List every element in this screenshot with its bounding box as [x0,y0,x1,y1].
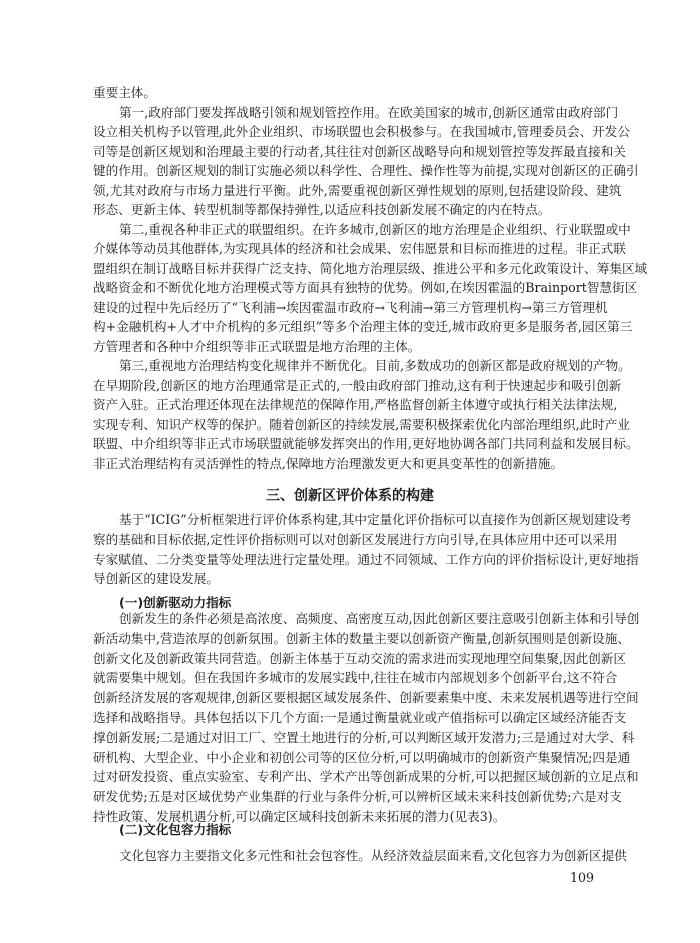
text-line: 设立相关机构予以管理,此外企业组织、市场联盟也会积极参与。在我国城市,管理委员会、开发公 [93,124,630,139]
text-line: 联盟、中介组织等非正式市场联盟就能够发挥突出的作用,更好地协调各部门共同利益和发展目标。 [93,436,639,451]
text-line: 就需要集中规划。但在我国许多城市的发展实践中,往往在城市内部规划多个创新平台,这不符合 [93,670,618,686]
text-line: 创新文化及创新政策共同营造。创新主体基于互动交流的需求进而实现地理空间集聚,因此创新区 [93,650,626,666]
text-line: 战略资金和不断优化地方治理模式等方面具有独特的优势。例如,在埃因霍温的Brainport智慧街区 [93,280,638,295]
text-line: 介媒体等动员其他群体,为实现具体的经济和社会成果、宏伟愿景和目标而推进的过程。非正式联 [93,241,626,256]
text-line: 创新发生的条件必须是高浓度、高频度、高密度互动,因此创新区要注意吸引创新主体和引导创 [119,611,640,626]
text-line: 文化包容力主要指文化多元性和社会包容性。从经济效益层面来看,文化包容力为创新区提供 [119,848,627,863]
text-line: 建设的过程中先后经历了“飞利浦→埃因霍温市政府→飞利浦→第三方管理机构→第三方管理机 [93,299,608,315]
text-line: 研机构、大型企业、中小企业和初创公司等的区位分析,可以明确城市的创新资产集聚情况;四是通 [93,749,631,765]
text-line: 方管理者和各种中介组织等非正式联盟是地方治理的主体。 [93,338,421,354]
text-line: 构+金融机构+人才中介机构的多元组织”等多个治理主体的变迁,城市政府更多是服务者,园区第三 [93,319,633,334]
text-line: 领,尤其对政府与市场力量进行平衡。此外,需要重视创新区弹性规划的原则,包括建设阶段、建筑 [93,182,622,198]
text-line: 实现专利、知识产权等的保护。随着创新区的持续发展,需要积极探索优化内部治理组织,此时产业 [93,416,630,432]
text-line: 撑创新发展;二是通过对旧工厂、空置土地进行的分析,可以判断区域开发潜力;三是通过对大学、科 [93,729,635,745]
text-line: 过对研发投资、重点实验室、专利产出、学术产出等创新成果的分析,可以把握区域创新的立足点和 [93,769,639,785]
text-line: 键的作用。创新区规划的制订实施必须以科学性、合理性、操作性等为前提,实现对创新区的正确引 [93,163,639,178]
text-line: 非正式治理结构有灵活弹性的特点,保障地方治理激发更大和更具变革性的创新措施。 [93,455,563,471]
text-line: 第一,政府部门要发挥战略引领和规划管控作用。在欧美国家的城市,创新区通常由政府部门 [119,104,619,120]
subheading-innovation-drive: (一)创新驱动力指标 [119,595,232,610]
text-line: 选择和战略指导。具体包括以下几个方面:一是通过衡量就业或产值指标可以确定区域经济能否支 [93,710,627,725]
text-line: 盟组织在制订战略目标并获得广泛支持、简化地方治理层级、推进公平和多元化政策设计、筹集区域 [93,260,648,276]
section-heading: 三、创新区评价体系的构建 [266,488,434,504]
text-line: 第二,重视各种非正式的联盟组织。在许多城市,创新区的地方治理是企业组织、行业联盟或中 [119,221,631,237]
text-line: 导创新区的建设发展。 [93,571,219,587]
text-line: 资产入驻。正式治理还体现在法律规范的保障作用,严格监督创新主体遵守或执行相关法律法规, [93,397,618,412]
text-line: 持性政策、发展机遇分析,可以确定区域科技创新未来拓展的潜力(见表3)。 [93,809,506,824]
text-line: 在早期阶段,创新区的地方治理通常是正式的,一般由政府部门推动,这有利于快速起步和吸引创新 [93,377,622,393]
text-line: 重要主体。 [93,85,156,100]
text-line: 研发优势;五是对区域优势产业集群的行业与条件分析,可以辨析区域未来科技创新优势;六是对支 [93,789,622,805]
subheading-cultural-inclusiveness: (二)文化包容力指标 [119,822,232,837]
text-line: 察的基础和目标依据,定性评价指标则可以对创新区发展进行方向引导,在具体应用中还可以采用 [93,531,618,547]
page-number: 109 [570,870,595,885]
text-line: 形态、更新主体、转型机制等都保持弹性,以适应科技创新发展不确定的内在特点。 [93,202,551,217]
text-line: 司等是创新区规划和治理最主要的行动者,其往往对创新区战略导向和规划管控等发挥最直接和关 [93,143,626,159]
text-line: 创新经济发展的客观规律,创新区要根据区域发展条件、创新要素集中度、未来发展机遇等进行空间 [93,690,639,706]
text-line: 第三,重视地方治理结构变化规律并不断优化。目前,多数成功的创新区都是政府规划的产物。 [119,358,631,373]
text-line: 基于“ICIG”分析框架进行评价体系构建,其中定量化评价指标可以直接作为创新区规划建设考 [119,512,632,527]
text-line: 新活动集中,营造浓厚的创新氛围。创新主体的数量主要以创新资产衡量,创新氛围则是创新设施、 [93,630,630,646]
text-line: 专家赋值、二分类变量等处理法进行定量处理。通过不同领域、工作方向的评价指标设计,更好地指 [93,551,639,567]
